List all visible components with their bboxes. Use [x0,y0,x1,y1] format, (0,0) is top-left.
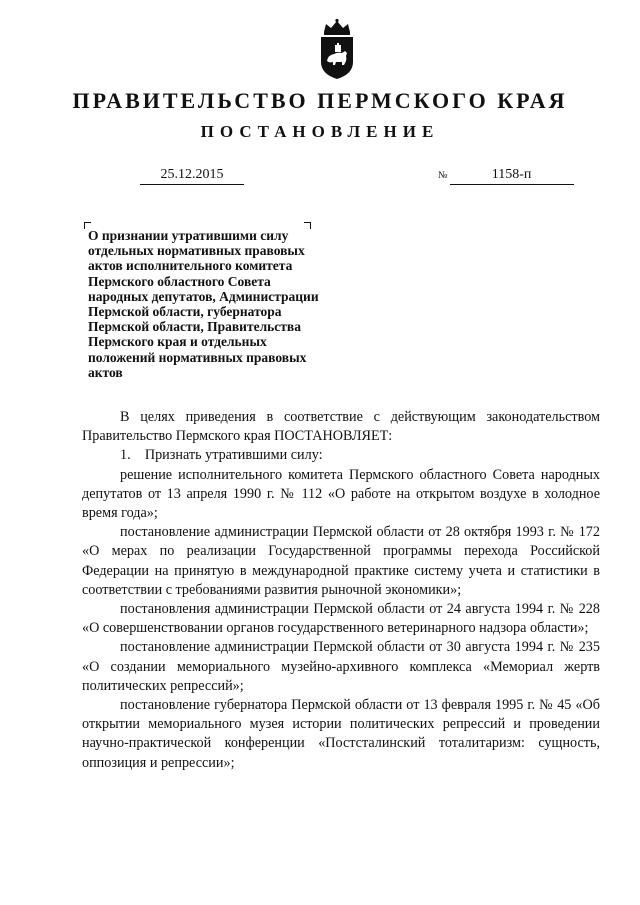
body-paragraph: постановления администрации Пермской области от 24 августа 1994 г. № 228 «О совершенствовании органов государственного ветеринарного надзора области»; [82,601,600,637]
body-paragraph: постановление губернатора Пермской области от 13 февраля 1995 г. № 45 «Об открытии мемориального музея истории политических репрессий и проведении научно-практической конференции «Постсталинский тоталитаризм: сущность, оппозиция и репрессии»; [82,697,600,771]
document-number: 1158-п [450,166,574,185]
body-paragraph: 1. Признать утратившими силу: [120,447,323,464]
document-type: ПОСТАНОВЛЕНИЕ [200,122,440,141]
number-sign: № [438,170,448,181]
document-number-block [438,166,574,185]
document-subject: О признании утратившими силу отдельных нормативных правовых актов исполнительного комитета Пермского областного Совета народных депутатов, Администрации Пермской области, губернатора Пермской области, Правительства Пермского края и отдельных положений нормативных правовых актов [88,228,319,380]
organization-title: ПРАВИТЕЛЬСТВО ПЕРМСКОГО КРАЯ [72,88,568,113]
body-paragraph: постановление администрации Пермской области от 30 августа 1994 г. № 235 «О создании мемориального музейно-архивного комплекса «Мемориал жертв политических репрессий»; [82,639,600,694]
body-paragraph: В целях приведения в соответствие с действующим законодательством Правительство Пермского края ПОСТАНОВЛЯЕТ: [82,409,600,445]
body-paragraph: постановление администрации Пермской области от 28 октября 1993 г. № 172 «О мерах по реализации Государственной программы перехода Российской Федерации на принятую в международной практике систему учета и статистики в соответствии с требованиями развития рыночной экономики»; [82,524,600,598]
coat-of-arms-icon [316,18,358,80]
document-date: 25.12.2015 [140,166,244,185]
document-body [82,408,600,773]
body-paragraph: решение исполнительного комитета Пермского областного Совета народных депутатов от 13 апреля 1990 г. № 112 «О работе на открытом воздухе в холодное время года»; [82,466,600,522]
